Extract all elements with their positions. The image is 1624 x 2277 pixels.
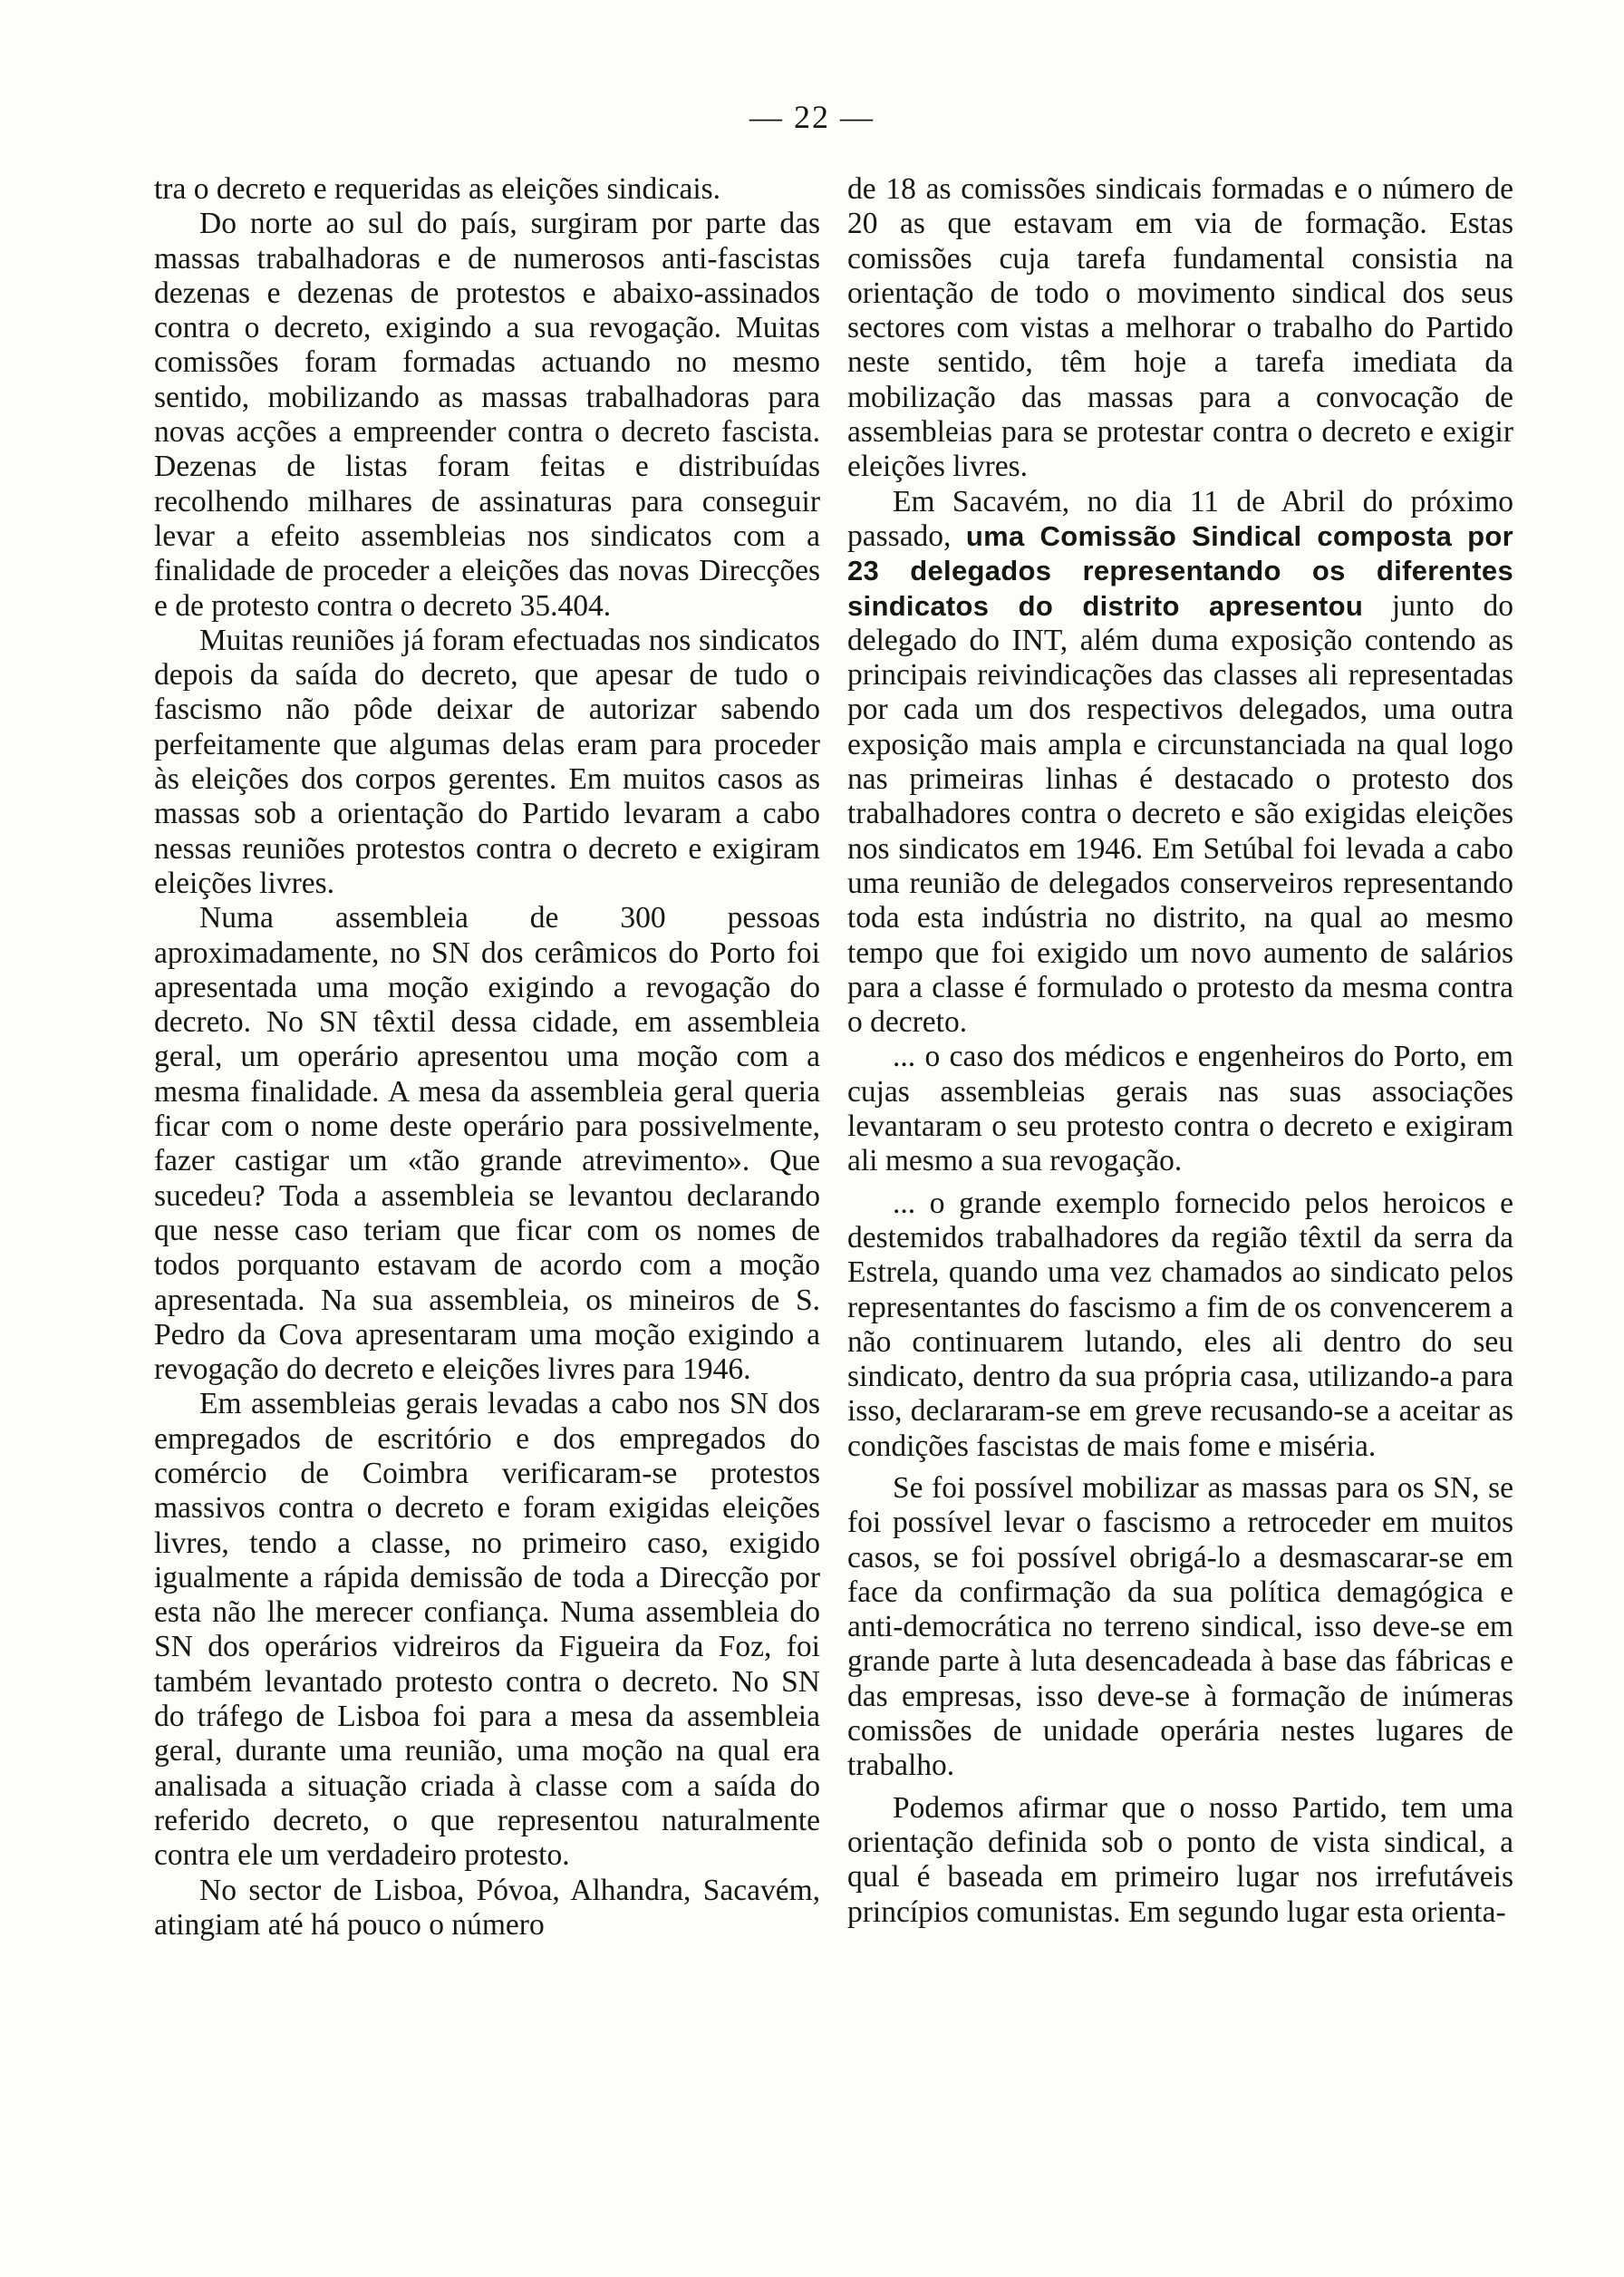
page-number: — 22 — bbox=[749, 99, 875, 135]
paragraph: Numa assembleia de 300 pessoas aproximadamente, no SN dos cerâmicos do Porto foi apresentada uma moção exigindo a revogação do decreto. No SN têxtil dessa cidade, em assembleia geral, um operário apresentou uma moção com a mesma finalidade. A mesa da assembleia geral queria ficar com o nome deste operário para possivelmente, fazer castigar um «tão grande atrevimento». Que sucedeu? Toda a assembleia se levantou declarando que nesse caso teriam que ficar com os nomes de todos porquanto estavam de acordo com a moção apresentada. Na sua assembleia, os mineiros de S. Pedro da Cova apresentaram uma moção exigindo a revogação do decreto e eleições livres para 1946. bbox=[154, 901, 820, 1387]
paragraph: Do norte ao sul do país, surgiram por parte das massas trabalhadoras e de numerosos anti-fascistas dezenas e dezenas de protestos e abaixo-assinados contra o decreto, exigindo a sua revogação. Muitas comissões foram formadas actuando no mesmo sentido, mobilizando as massas trabalhadoras para novas acções a empreender contra o decreto fascista. Dezenas de listas foram feitas e distribuídas recolhendo milhares de assinaturas para conseguir levar a efeito assembleias nos sindicatos com a finalidade de proceder a eleições das novas Direcções e de protesto contra o decreto 35.404. bbox=[154, 207, 820, 623]
paragraph: ... o grande exemplo fornecido pelos heroicos e destemidos trabalhadores da região têxtil da serra da Estrela, quando uma vez chamados ao sindicato pelos representantes do fascismo a fim de os convencerem a não continuarem lutando, eles ali dentro do seu sindicato, dentro da sua própria casa, utilizando-a para isso, declararam-se em greve recusando-se a aceitar as condições fascistas de mais fome e miséria. bbox=[847, 1186, 1513, 1463]
paragraph-tail: junto do delegado do INT, além duma exposição contendo as principais reivindicações das classes ali representadas por cada um dos respectivos delegados, uma outra exposição mais ampla e circunstanciada na qual logo nas primeiras linhas é destacado o protesto dos trabalhadores contra o decreto e são exigidas eleições nos sindicatos em 1946. Em Setúbal foi levada a cabo uma reunião de delegados conserveiros representando toda esta indústria no distrito, na qual ao mesmo tempo que foi exigido um novo aumento de salários para a classe é formulado o protesto da mesma contra o decreto. bbox=[847, 588, 1513, 1040]
paragraph: Em assembleias gerais levadas a cabo nos SN dos empregados de escritório e dos empregados do comércio de Coimbra verificaram-se protestos massivos contra o decreto e foram exigidas eleições livres, tendo a classe, no primeiro caso, exigido igualmente a rápida demissão de toda a Direcção por esta não lhe merecer confiança. Numa assembleia do SN dos operários vidreiros da Figueira da Foz, foi também levantado protesto contra o decreto. No SN do tráfego de Lisboa foi para a mesa da assembleia geral, durante uma reunião, uma moção na qual era analisada a situação criada à classe com a saída do referido decreto, o que representou naturalmente contra ele um verdadeiro protesto. bbox=[154, 1387, 820, 1873]
paragraph-lead: Em Sacavém, no dia 11 de Abril do próximo passado, bbox=[847, 484, 1513, 553]
right-column bbox=[847, 172, 1513, 1930]
paragraph bbox=[847, 485, 1513, 1041]
paragraph: Muitas reuniões já foram efectuadas nos sindicatos depois da saída do decreto, que apesar de tudo o fascismo não pôde deixar de autorizar sabendo perfeitamente que algumas delas eram para proceder às eleições dos corpos gerentes. Em muitos casos as massas sob a orientação do Partido levaram a cabo nessas reuniões protestos contra o decreto e exigiram eleições livres. bbox=[154, 623, 820, 900]
left-column bbox=[154, 172, 820, 1943]
bold-highlight: uma Comissão Sindical composta por 23 delegados representando os diferentes sindicatos do distrito apresentou bbox=[847, 519, 1514, 622]
paragraph: Podemos afirmar que o nosso Partido, tem uma orientação definida sob o ponto de vista sindical, a qual é baseada em primeiro lugar nos irrefutáveis princípios comunistas. Em segundo lugar esta orienta- bbox=[847, 1790, 1513, 1929]
paragraph: ... o caso dos médicos e engenheiros do Porto, em cujas assembleias gerais nas suas associações levantaram o seu protesto contra o decreto e exigiram ali mesmo a sua revogação. bbox=[847, 1040, 1513, 1178]
paragraph: No sector de Lisboa, Póvoa, Alhandra, Sacavém, atingiam até há pouco o número bbox=[154, 1873, 820, 1942]
paragraph: tra o decreto e requeridas as eleições sindicais. bbox=[154, 172, 721, 206]
paragraph: de 18 as comissões sindicais formadas e o número de 20 as que estavam em via de formação. Estas comissões cuja tarefa fundamental consistia na orientação de todo o movimento sindical dos seus sectores com vistas a melhorar o trabalho do Partido neste sentido, têm hoje a tarefa imediata da mobilização das massas para a convocação de assembleias para se protestar contra o decreto e exigir eleições livres. bbox=[847, 172, 1513, 484]
paragraph: Se foi possível mobilizar as massas para os SN, se foi possível levar o fascismo a retroceder em muitos casos, se foi possível obrigá-lo a desmascarar-se em face da confirmação da sua política demagógica e anti-democrática no terreno sindical, isso deve-se em grande parte à luta desencadeada à base das fábricas e das empresas, isso deve-se à formação de inúmeras comissões de unidade operária nestes lugares de trabalho. bbox=[847, 1470, 1513, 1783]
